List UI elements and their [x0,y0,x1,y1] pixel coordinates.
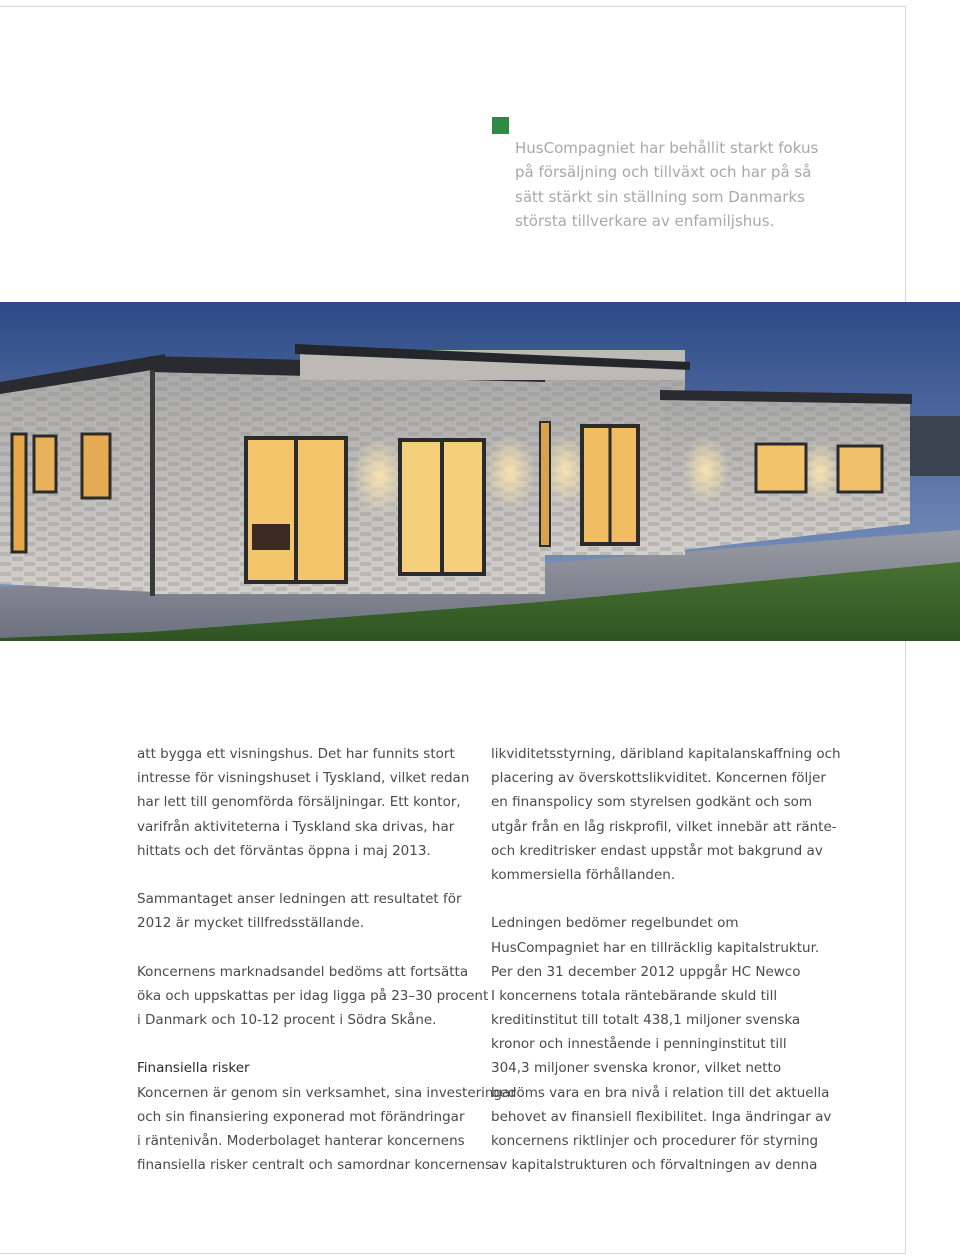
window [34,436,56,492]
text-line: Per den 31 december 2012 uppgår HC Newco [491,963,801,980]
text-line: I koncernens totala räntebärande skuld till [491,987,778,1004]
window [756,444,806,492]
drainpipe [150,370,155,596]
text-line: Sammantaget anser ledningen att resultatet för [137,891,462,908]
pull-quote-line: sätt stärkt sin ställning som Danmarks [515,187,805,206]
wall-light-glow [682,436,730,504]
text-line: i Danmark och 10-12 procent i Södra Skåne. [137,1012,437,1029]
paragraph-gap [137,863,482,887]
text-line: kronor och innestående i penninginstitut till [491,1036,787,1053]
glass-door [540,422,550,546]
text-line: bedöms vara en bra nivå i relation till det aktuella [491,1084,830,1101]
text-line: i räntenivån. Moderbolaget hanterar koncernens [137,1133,465,1149]
text-line: och sin finansiering exponerad mot förändringar [137,1108,465,1125]
text-line: har lett till genomförda försäljningar. Ett kontor, [137,794,461,811]
neighbour-building [905,416,960,476]
window [12,434,26,552]
text-line: kommersiella förhållanden. [491,866,676,883]
text-line: Koncernens marknadsandel bedöms att fortsätta [137,963,469,980]
text-line: koncernens riktlinjer och procedurer för styrning [491,1133,819,1149]
pull-quote-line: HusCompagniet har behållit starkt fokus [515,139,819,157]
text-line: och kreditrisker endast uppstår mot bakgrund av [491,842,823,859]
pull-quote-line: på försäljning och tillväxt och har på så [515,163,812,182]
text-line: HusCompagniet har en tillräcklig kapitalstruktur. [491,939,820,956]
paragraph-gap [491,887,821,911]
paragraph-gap [137,936,482,960]
text-line: av kapitalstrukturen och förvaltningen av denna [491,1157,818,1174]
window [82,434,110,498]
page-frame-top-line [0,6,906,7]
text-line: placering av överskottslikviditet. Koncernen följer [491,770,826,787]
text-line: Ledningen bedömer regelbundet om [491,915,739,932]
text-line: öka och uppskattas per idag ligga på 23–30 procent [137,987,489,1004]
left-text-column [137,742,516,1177]
right-text-column [491,742,841,1177]
text-line: att bygga ett visningshus. Det har funnits stort [137,746,455,762]
sofa [252,524,290,550]
text-line: likviditetsstyrning, däribland kapitalanskaffning och [491,746,841,762]
text-line: varifrån aktiviteterna i Tyskland ska drivas, har [137,818,455,835]
text-line: hittats och det förväntas öppna i maj 2013. [137,842,431,859]
green-square-icon [492,117,509,134]
text-line: utgår från en låg riskprofil, vilket innebär att ränte- [491,818,837,835]
text-line: 2012 är mycket tillfredsställande. [137,915,365,932]
text-line: finansiella risker centralt och samordnar koncernens [137,1157,493,1174]
window [838,446,882,492]
page-frame-bottom-line [0,1253,906,1254]
wall-light-glow [484,434,536,510]
text-line: Koncernen är genom sin verksamhet, sina investeringar [137,1084,516,1101]
pull-quote-line: största tillverkare av enfamiljshus. [515,211,775,230]
section-heading: Finansiella risker [137,1060,250,1077]
pull-quote [515,136,845,233]
house-photo [0,302,960,641]
text-line: 304,3 miljoner svenska kronor, vilket netto [491,1060,782,1077]
text-line: kreditinstitut till totalt 438,1 miljoner svenska [491,1012,801,1029]
text-line: behovet av finansiell flexibilitet. Inga ändringar av [491,1108,832,1125]
text-line: en finanspolicy som styrelsen godkänt och som [491,794,813,811]
paragraph-gap [137,1032,482,1056]
text-line: intresse för visningshuset i Tyskland, vilket redan [137,770,470,787]
